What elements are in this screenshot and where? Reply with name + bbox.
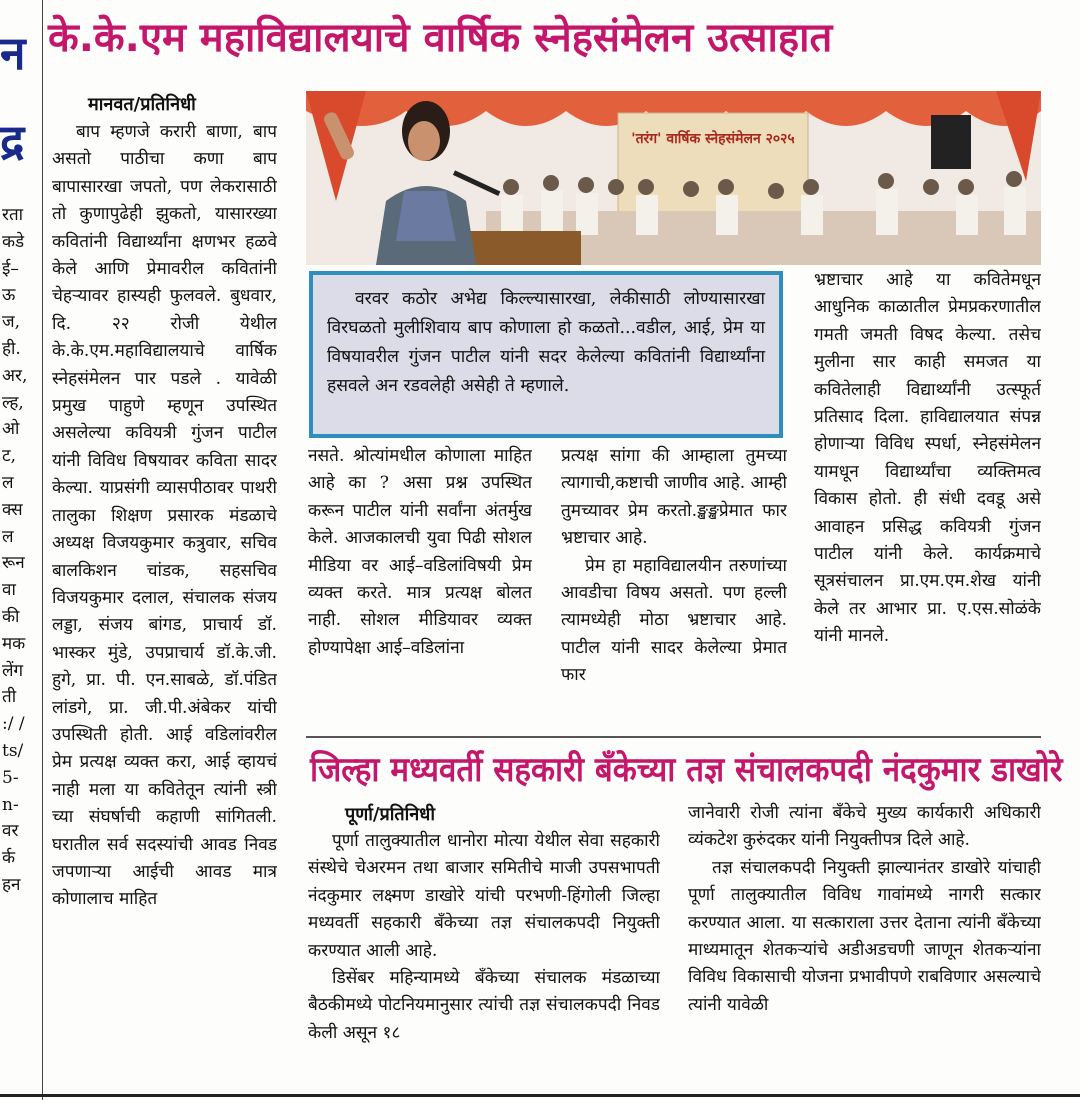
cut-text-fragment: ल (2, 526, 14, 547)
article-paragraph: तज्ञ संचालकपदी नियुक्ती झाल्यानंतर डाखोरे यांचाही पूर्णा तालुक्यातील विविध गावांमध्ये नागरी सत्कार करण्यात आला. या सत्काराला उत्तर देताना त्यांनी बँकेच्या माध्यमातून शेतकऱ्यांचे अडीअडचणी जाणून शेतकऱ्यांना विविध विकासाची योजना प्रभावीपणे राबविणार असल्याचे त्यांनी यावेळी (688, 857, 1041, 1015)
pull-quote: वरवर कठोर अभेद्य किल्ल्यासारखा, लेकीसाठी लोण्यासारखा विरघळतो मुलीशिवाय बाप कोणाला हो कळतो...वडील, आई, प्रेम या विषयावरील गुंजन पाटील यांनी सदर केलेल्या कवितांनी विद्यार्थ्यांना हसवले अन रडवलेही असेही ते म्हणाले. (309, 271, 783, 438)
cut-text-fragment: कडे (2, 231, 25, 252)
cut-text-fragment: ल (2, 473, 14, 493)
article-paragraph: बाप म्हणजे करारी बाणा, बाप असतो पाठीचा कणा बाप बापासारखा जपतो, पण लेकरासाठी तो कुणापुढेही झुकतो, यासारख्या कवितांनी विद्यार्थ्यांना क्षणभर हळवे केले आणि प्रेमावरील कवितांनी चेहऱ्यावर हास्यही फुलवले. बुधवार, दि. २२ रोजी येथील के.के.एम.महाविद्यालयाचे वार्षिक स्नेहसंमेलन पार पडले . यावेळी प्रमुख पाहुणे म्हणून उपस्थित असलेल्या कवियत्री गुंजन पाटील यांनी विविध विषयावर कविता सादर केल्या. याप्रसंगी व्यासपीठावर पाथरी तालुका शिक्षण प्रसारक मंडळाचे अध्यक्ष विजयकुमार कत्रुवार, सचिव बालकिशन चांडक, सहसचिव विजयकुमार दलाल, संचालक संजय लड्डा, संजय बांगड, प्राचार्य डॉ. भास्कर मुंडे, उपप्राचार्य डॉ.के.जी. हुगे, प्रा. पी. एन.साबळे, डॉ.पंडित लांडगे, प्रा. जी.पी.अंबेकर यांची उपस्थिती होती. आई वडिलांवरील प्रेम प्रत्यक्ष व्यक्त करा, आई व्हायचं नाही मला या कवितेतून त्यांनी स्त्री च्या संघर्षाची कहाणी सांगितली. घरातील सर्व सदस्यांची आवड निवड जपणाऱ्या आईची आवड मात्र कोणालाच माहित (52, 122, 277, 910)
article-column-2 (308, 443, 532, 730)
cut-text-fragment: ओ (2, 419, 20, 440)
article-paragraph: प्रत्यक्ष सांगा की आम्हाला तुमच्या त्यागाची,कष्टाची जाणीव आहे. आम्ही तुमच्यावर प्रेम करतो.ङ्खङ्खप्रेमात फार भ्रष्टाचार आहे. (561, 446, 787, 549)
column-divider (42, 0, 43, 1100)
cut-headline-glyph: न (0, 26, 26, 80)
article-headline: के.के.एम महाविद्यालयाचे वार्षिक स्नेहसंमेलन उत्साहात (48, 15, 833, 61)
article-column-3 (561, 443, 787, 730)
cut-text-fragment: की (2, 607, 20, 627)
cut-headline-glyph: द्र (0, 114, 25, 168)
event-photo-illustration (306, 91, 1041, 265)
article-column-1 (308, 828, 660, 1090)
article-headline: जिल्हा मध्यवर्ती सहकारी बँकेच्या तज्ञ संचालकपदी नंदकुमार डाखोरे (310, 750, 1063, 790)
section-divider (306, 736, 1041, 738)
article-column-4 (814, 267, 1041, 730)
cut-text-fragment: अर, (2, 365, 28, 386)
article-paragraph: डिसेंबर महिन्यामध्ये बँकेच्या संचालक मंडळाच्या बैठकीमध्ये पोटनियमानुसार त्यांची तज्ञ संचालकपदी निवड केली असून १८ (308, 968, 660, 1043)
article-paragraph: भ्रष्टाचार आहे या कवितेमधून आधुनिक काळातील प्रेमप्रकरणातील गमती जमती विषद केल्या. तसेच मुलीना सार काही समजत या कवितेलाही विद्यार्थ्यांनी उत्स्फूर्त प्रतिसाद दिला. हाविद्यालयात संपन्न होणाऱ्या विविध स्पर्धा, स्नेहसंमेलन यामधून विद्यार्थ्यांचा व्यक्तिमत्व विकास होतो. ही संधी दवडू असे आवाहन प्रसिद्ध कवियत्री गुंजन पाटील यांनी केले. कार्यक्रमाचे सूत्रसंचालन प्रा.एम.एम.शेख यांनी केले तर आभार प्रा. ए.एस.सोळंके यांनी मानले. (814, 270, 1041, 647)
article-paragraph: नसते. श्रोत्यांमधील कोणाला माहित आहे का ? असा प्रश्न उपस्थित करून पाटील यांनी सर्वांना अंतर्मुख केले. आजकालची युवा पिढी सोशल मीडिया वर आई–वडिलांविषयी प्रेम व्यक्त करते. मात्र प्रत्यक्ष बोलत नाही. सोशल मीडियावर व्यक्त होण्यापेक्षा आई–वडिलांना (308, 446, 532, 658)
cut-text-fragment: ज, (2, 312, 21, 333)
cut-text-fragment: ती (2, 687, 17, 708)
cut-text-fragment: ट, (2, 446, 16, 467)
cut-text-fragment: रता (2, 205, 24, 225)
cut-text-fragment: ही. (2, 339, 21, 359)
cut-text-fragment: n- (2, 794, 19, 815)
cut-text-fragment: :/ / (2, 714, 25, 735)
cut-text-fragment: क्स (2, 499, 23, 520)
event-photo (306, 91, 1041, 265)
cut-text-fragment: मक (2, 633, 26, 654)
cut-text-fragment: रून (2, 553, 25, 574)
cut-text-fragment: ऊ (2, 285, 16, 306)
article-byline: मानवत/प्रतिनिधी (88, 94, 196, 115)
article-paragraph: प्रेम हा महाविद्यालयीन तरुणांच्या आवडीचा विषय असतो. पण हल्ली त्यामध्येही मोठा भ्रष्टाचार आहे. पाटील यांनी सादर केलेल्या प्रेमात फार (561, 555, 787, 686)
cut-text-fragment: लेंग (2, 660, 24, 681)
cut-text-fragment: ई– (2, 258, 19, 279)
cut-text-fragment: ts/ (2, 741, 24, 761)
cut-text-fragment: 5- (2, 767, 19, 788)
article-paragraph: जानेवारी रोजी त्यांना बँकेचे मुख्य कार्यकारी अधिकारी व्यंकटेश कुरुंदकर यांनी नियुक्तीपत्र दिले आहे. (688, 803, 1041, 851)
article-byline: पूर्णा/प्रतिनिधी (345, 804, 436, 825)
photo-banner-title: 'तरंग' वार्षिक स्नेहसंमेलन २०२५ (631, 131, 795, 147)
article-paragraph: पूर्णा तालुक्यातील धानोरा मोत्या येथील सेवा सहकारी संस्थेचे चेअरमन तथा बाजार समितीचे माजी उपसभापती नंदकुमार लक्ष्मण डाखोरे यांची परभणी-हिंगोली जिल्हा मध्यवर्ती सहकारी बँकेच्या तज्ञ संचालकपदी नियुक्ती करण्यात आली आहे. (308, 831, 660, 961)
cut-text-fragment: वा (2, 580, 16, 601)
cut-text-fragment: वर (2, 821, 19, 842)
article-column-2 (688, 800, 1041, 1090)
cut-text-fragment: हन (2, 875, 21, 895)
cut-text-fragment: र्क (2, 848, 16, 869)
page-bottom-rule (0, 1094, 1080, 1097)
cut-text-fragment: ल्ह, (2, 392, 24, 413)
left-adjacent-column (0, 0, 42, 1100)
article-column-1 (52, 119, 277, 1094)
